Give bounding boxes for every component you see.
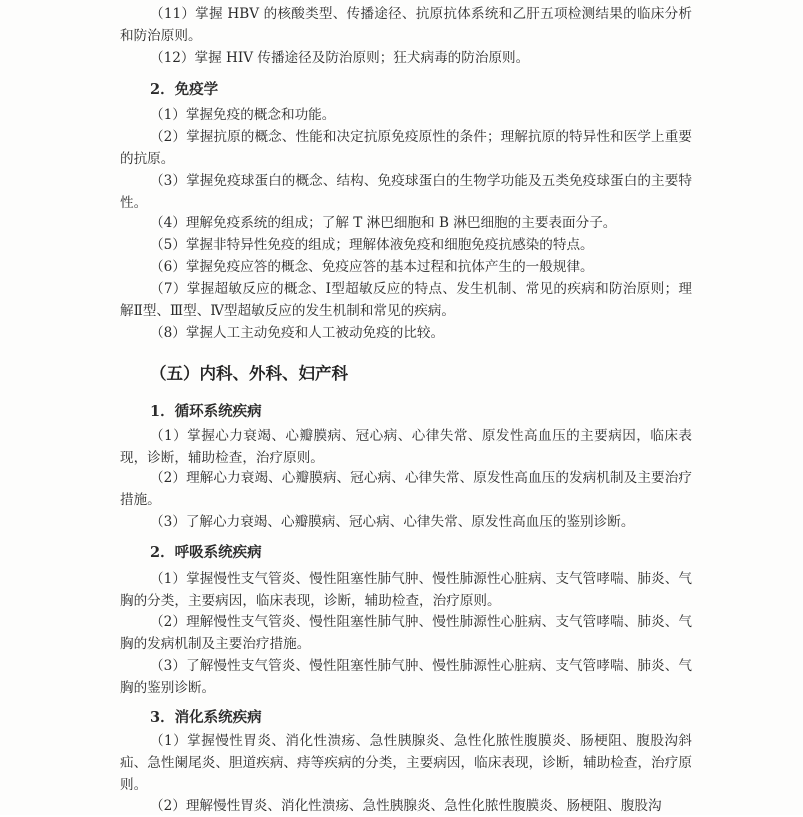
list-item: （3）了解慢性支气管炎、慢性阻塞性肺气肿、慢性肺源性心脏病、支气管哮喘、肺炎、气胸的鉴别诊断。 <box>120 658 692 696</box>
heading-respiratory: 2．呼吸系统疾病 <box>150 544 262 561</box>
list-item: （1）掌握慢性支气管炎、慢性阻塞性肺气肿、慢性肺源性心脏病、支气管哮喘、肺炎、气胸的分类，主要病因，临床表现，诊断，辅助检查，治疗原则。 <box>120 571 692 609</box>
paragraph-hiv: （12）掌握 HIV 传播途径及防治原则；狂犬病毒的防治原则。 <box>150 50 530 66</box>
list-item: （4）理解免疫系统的组成；了解 T 淋巴细胞和 B 淋巴细胞的主要表面分子。 <box>150 215 617 231</box>
list-item: （6）掌握免疫应答的概念、免疫应答的基本过程和抗体产生的一般规律。 <box>150 259 594 275</box>
heading-circulatory: 1．循环系统疾病 <box>150 403 262 420</box>
heading-digestive: 3．消化系统疾病 <box>150 709 262 726</box>
list-item: （1）掌握慢性胃炎、消化性溃疡、急性胰腺炎、急性化脓性腹膜炎、肠梗阻、腹股沟斜疝、急性阑尾炎、胆道疾病、痔等疾病的分类，主要病因，临床表现，诊断，辅助检查，治疗原则。 <box>120 733 692 793</box>
section-title: （五）内科、外科、妇产科 <box>150 364 348 383</box>
list-item: （2）掌握抗原的概念、性能和决定抗原免疫原性的条件；理解抗原的特异性和医学上重要的抗原。 <box>120 129 692 167</box>
list-item: （3）掌握免疫球蛋白的概念、结构、免疫球蛋白的生物学功能及五类免疫球蛋白的主要特性。 <box>120 173 692 211</box>
list-item: （2）理解慢性胃炎、消化性溃疡、急性胰腺炎、急性化脓性腹膜炎、肠梗阻、腹股沟 <box>150 798 662 814</box>
list-item: （7）掌握超敏反应的概念、Ⅰ型超敏反应的特点、发生机制、常见的疾病和防治原则；理解Ⅱ型、Ⅲ型、Ⅳ型超敏反应的发生机制和常见的疾病。 <box>120 281 692 319</box>
list-item: （1）掌握心力衰竭、心瓣膜病、冠心病、心律失常、原发性高血压的主要病因，临床表现，诊断，辅助检查，治疗原则。 <box>120 428 692 466</box>
heading-immunology: 2．免疫学 <box>150 81 219 98</box>
list-item: （5）掌握非特异性免疫的组成；理解体液免疫和细胞免疫抗感染的特点。 <box>150 237 594 253</box>
list-item: （3）了解心力衰竭、心瓣膜病、冠心病、心律失常、原发性高血压的鉴别诊断。 <box>150 514 635 530</box>
paragraph-hbv: （11）掌握 HBV 的核酸类型、传播途径、抗原抗体系统和乙肝五项检测结果的临床分析和防治原则。 <box>120 6 692 44</box>
list-item: （2）理解慢性支气管炎、慢性阻塞性肺气肿、慢性肺源性心脏病、支气管哮喘、肺炎、气胸的发病机制及主要治疗措施。 <box>120 614 692 652</box>
list-item: （8）掌握人工主动免疫和人工被动免疫的比较。 <box>150 325 445 341</box>
list-item: （2）理解心力衰竭、心瓣膜病、冠心病、心律失常、原发性高血压的发病机制及主要治疗措施。 <box>120 470 692 508</box>
list-item: （1）掌握免疫的概念和功能。 <box>150 107 336 123</box>
